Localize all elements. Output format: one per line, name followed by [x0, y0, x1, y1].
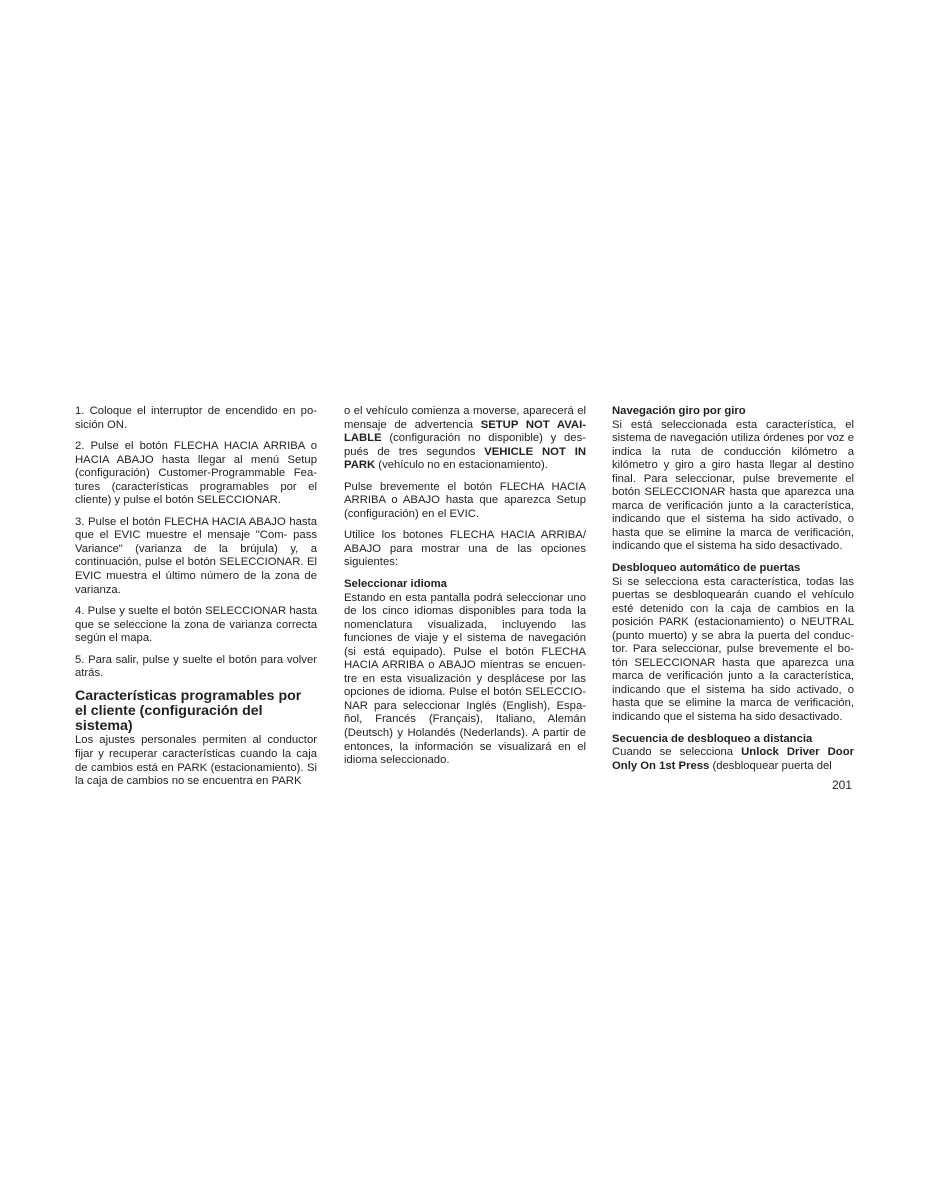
- remote-unlock-paragraph: [612, 746, 854, 773]
- warning-paragraph: [344, 405, 586, 473]
- warning-text-1: o el vehículo comienza a moverse, aparecerá el mensaje de advertencia: [344, 405, 586, 431]
- remote-unlock-text-2: (desbloquear puerta del: [709, 759, 832, 772]
- step-5-paragraph: 5. Para salir, pulse y suelte el botón para volver atrás.: [75, 653, 317, 680]
- remote-unlock-text-1: Cuando se selecciona: [612, 746, 742, 759]
- text-column-middle: [344, 405, 586, 768]
- warning-text-3: (vehículo no en estacionamiento).: [375, 459, 548, 472]
- setup-not-available-message: SETUP NOT AVAI- LABLE: [344, 418, 586, 445]
- step-1-paragraph: 1. Coloque el interruptor de encendido en po- sición ON.: [75, 405, 317, 431]
- select-language-paragraph: Estando en esta pantalla podrá seleccionar uno de los cinco idiomas disponibles para toda la nomenclatura visualizada, incluyendo las funciones de viaje y el sistema de navegación (si está equipado). Pulse el botón FLECHA HACIA ARRIBA o ABAJO mientras se encuen- tre en esta visualización y desplácese por las opciones de idioma. Pulse el botón SELECCIO- NAR para seleccionar Inglés (English), Espa- ñol, Francés (Français), Italiano, Alemán (Deutsch) y Holandés (Nederlands). A partir de entonces, la información se visualizará en el idioma seleccionado.: [344, 591, 586, 767]
- text-column-left: [75, 405, 317, 789]
- select-language-heading: Seleccionar idioma: [344, 578, 447, 591]
- section-heading: Características programables por el cliente (configuración del sistema): [75, 687, 302, 735]
- auto-unlock-heading: Desbloqueo automático de puertas: [612, 562, 801, 575]
- warning-text-2: (configuración no disponible) y des- pués de tres segundos: [344, 432, 586, 458]
- unlock-driver-door-option: Unlock Driver Door Only On 1st Press: [612, 746, 854, 772]
- remote-unlock-heading: Secuencia de desbloqueo a distancia: [612, 732, 813, 745]
- step-3-paragraph: 3. Pulse el botón FLECHA HACIA ABAJO hasta que el EVIC muestre el mensaje "Com- pass Variance" (varianza de la brújula) y, a continuación, pulse el botón SELECCIONAR. El EVIC muestra el último número de la zona de varianza.: [75, 515, 317, 596]
- turn-by-turn-heading: Navegación giro por giro: [612, 405, 746, 417]
- step-2-paragraph: 2. Pulse el botón FLECHA HACIA ARRIBA o HACIA ABAJO hasta llegar al menú Setup (configuración) Customer-Programmable Fea- tures (características programables por el cliente) y pulse el botón SELECCIONAR.: [75, 440, 317, 507]
- page-number: 201: [831, 778, 852, 792]
- section-intro-paragraph: Los ajustes personales permiten al conductor fijar y recuperar características cuando la caja de cambios está en PARK (estacionamiento). Si la caja de cambios no se encuentra en PARK: [75, 734, 317, 788]
- text-column-right: [612, 405, 854, 773]
- options-intro-paragraph: Utilice los botones FLECHA HACIA ARRIBA/ ABAJO para mostrar una de las opciones siguientes:: [344, 529, 586, 569]
- vehicle-not-in-park-message: VEHICLE NOT IN PARK: [344, 445, 586, 472]
- setup-instruction-paragraph: Pulse brevemente el botón FLECHA HACIA ARRIBA o ABAJO hasta que aparezca Setup (configuración) en el EVIC.: [344, 480, 586, 520]
- step-4-paragraph: 4. Pulse y suelte el botón SELECCIONAR hasta que se seleccione la zona de varianza correcta según el mapa.: [75, 605, 317, 645]
- turn-by-turn-paragraph: Si está seleccionada esta característica, el sistema de navegación utiliza órdenes por voz e indica la ruta de conducción kilómetro a kilómetro y giro a giro hasta llegar al destino final. Para seleccionar, pulse brevemente el botón SELECCIONAR hasta que aparezca una marca de verificación junto a la característica, indicando que el sistema ha sido activado, o hasta que se elimine la marca de verificación, indicando que el sistema ha sido desactivado.: [612, 418, 854, 553]
- auto-unlock-paragraph: Si se selecciona esta característica, todas las puertas se desbloquearán cuando el vehículo esté detenido con la caja de cambios en la posición PARK (estacionamiento) o NEUTRAL (punto muerto) y se abra la puerta del conduc- tor. Para seleccionar, pulse brevemente el bo- tón SELECCIONAR hasta que aparezca una marca de verificación junto a la característica, indicando que el sistema ha sido activado, o hasta que se elimine la marca de verificación, indicando que el sistema ha sido desactivado.: [612, 575, 854, 724]
